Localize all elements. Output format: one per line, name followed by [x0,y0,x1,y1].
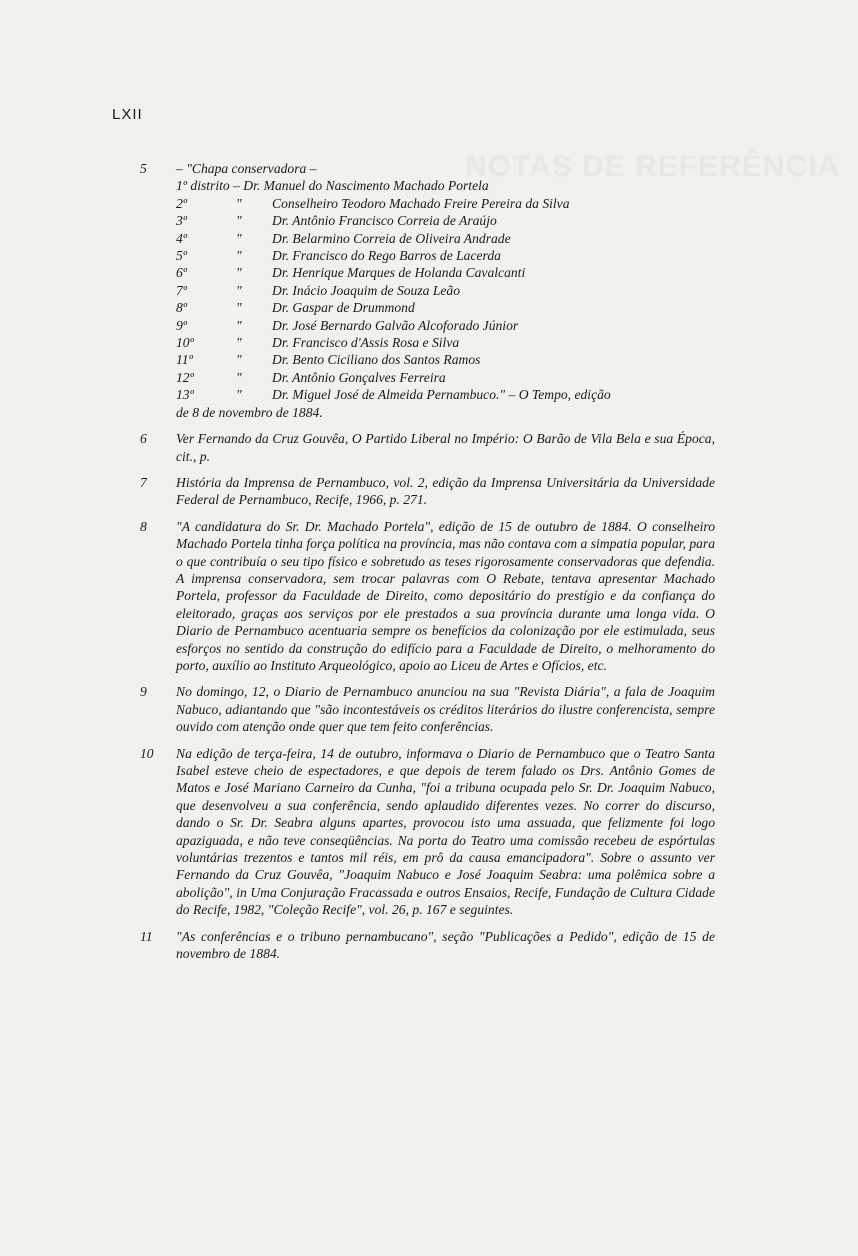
candidate-name: Dr. Antônio Francisco Correia de Araújo [272,213,497,229]
candidate-name: Dr. Bento Ciciliano dos Santos Ramos [272,352,481,368]
candidate-name: Dr. Inácio Joaquim de Souza Leão [272,282,461,298]
note-text: "As conferências e o tribuno pernambucano", seção "Publicações a Pedido", edição de 15 de novembro de 1884. [176,928,715,962]
district-ordinal: 3º [176,213,188,229]
district-row [176,351,715,368]
district-ordinal: 5º [176,248,188,264]
district-ordinal: 10º [176,335,194,351]
candidate-name: Dr. Gaspar de Drummond [272,300,415,316]
note-7 [140,474,715,509]
note-number: 10 [140,745,154,761]
district-row [176,247,715,264]
note-5-tail: de 8 de novembro de 1884. [176,404,323,420]
ditto-mark: " [236,335,242,351]
ditto-mark: " [236,248,242,264]
bleed-through-heading: NOTAS DE REFERÊNCIA [465,150,841,183]
ditto-mark: " [236,195,242,211]
ditto-mark: " [236,300,242,316]
candidate-name: Dr. Belarmino Correia de Oliveira Andrade [272,230,511,246]
note-5-first-district: 1º distrito – Dr. Manuel do Nascimento Machado Portela [176,178,489,194]
district-ordinal: 7º [176,282,188,298]
ditto-mark: " [236,369,242,385]
candidate-name: Dr. Antônio Gonçalves Ferreira [272,369,446,385]
candidate-name: Dr. Francisco do Rego Barros de Lacerda [272,248,501,264]
ditto-mark: " [236,213,242,229]
district-ordinal: 8º [176,300,188,316]
district-ordinal: 9º [176,317,188,333]
note-text: No domingo, 12, o Diario de Pernambuco anunciou na sua "Revista Diária", a fala de Joaquim Nabuco, adiantando que "são incontestáveis os créditos literários do ilustre conferencista, sempre ouvido com atenção onde quer que tem feito conferências. [176,684,715,735]
candidate-name: Dr. Miguel José de Almeida Pernambuco." – O Tempo, edição [272,387,611,403]
note-number: 5 [140,161,147,176]
note-number: 7 [140,474,147,490]
district-ordinal: 12º [176,369,194,385]
district-ordinal: 4º [176,230,188,246]
district-row [176,317,715,334]
note-9 [140,683,715,735]
note-5-heading: – "Chapa conservadora – [176,161,317,176]
district-row [176,282,715,299]
district-row [176,369,715,386]
note-11 [140,928,715,963]
district-row [176,386,715,403]
note-text: "A candidatura do Sr. Dr. Machado Portela", edição de 15 de outubro de 1884. O conselheiro Machado Portela tinha força política na província, mas não contava com a simpatia popular, para o que contribuía o seu tipo físico e sobretudo as teses rigorosamente conservadoras que defendia. A imprensa conservadora, sem trocar palavras com O Rebate, tentava apresentar Machado Portela, professor da Faculdade de Direito, como depositário do prestígio e da confiança do eleitorado, graças aos serviços por ele prestados a sua província durante uma longa vida. O Diario de Pernambuco acentuaria sempre os benefícios da colonização por ele estimulada, seus esforços no sentido da construção do edifício para a Faculdade de Direito, o melhoramento do porto, auxílio ao Instituto Arqueológico, apoio ao Liceu de Artes e Ofícios, etc. [176,518,715,673]
note-8 [140,518,715,675]
district-row [176,212,715,229]
ditto-mark: " [236,282,242,298]
candidate-name: Conselheiro Teodoro Machado Freire Pereira da Silva [272,195,570,211]
note-10 [140,745,715,919]
note-text: Na edição de terça-feira, 14 de outubro, informava o Diario de Pernambuco que o Teatro Santa Isabel esteve cheio de espectadores, e que depois de terem falado os Drs. Antônio Gomes de Matos e José Mariano Carneiro da Cunha, "foi a tribuna ocupada pelo Sr. Dr. Joaquim Nabuco, que desenvolveu a sua conferência, sendo aplaudido diferentes vezes. No correr do discurso, dando o Sr. Dr. Seabra alguns apartes, provocou isto uma assuada, que felizmente foi logo apaziguada, e não teve conseqüências. Na porta do Teatro uma comissão recebeu de espórtulas voluntárias trezentos e tantos mil réis, em prô da causa emancipadora". Sobre o assunto ver Fernando da Cruz Gouvêa, "Joaquim Nabuco e José Joaquim Seabra: uma polêmica sobre a abolição", in Uma Conjuração Fracassada e outros Ensaios, Recife, Fundação de Cultura Cidade do Recife, 1982, "Coleção Recife", vol. 26, p. 167 e seguintes. [176,745,715,918]
ditto-mark: " [236,317,242,333]
ditto-mark: " [236,387,242,403]
district-ordinal: 11º [176,352,193,368]
note-text: Ver Fernando da Cruz Gouvêa, O Partido Liberal no Império: O Barão de Vila Bela e sua Época, cit., p. [176,431,715,464]
ditto-mark: " [236,265,242,281]
ditto-mark: " [236,230,242,246]
district-list [176,195,715,404]
note-number: 9 [140,684,147,700]
district-ordinal: 6º [176,265,188,281]
other-notes [140,430,715,962]
ditto-mark: " [236,352,242,368]
candidate-name: Dr. Henrique Marques de Holanda Cavalcanti [272,265,526,281]
candidate-name: Dr. Francisco d'Assis Rosa e Silva [272,335,460,351]
note-number: 8 [140,518,147,534]
district-row [176,230,715,247]
page-number: LXII [112,106,143,123]
district-row [176,195,715,212]
note-number: 11 [140,928,153,944]
note-number: 6 [140,431,147,447]
candidate-name: Dr. José Bernardo Galvão Alcoforado Júnior [272,317,519,333]
note-5 [140,160,715,421]
district-row [176,334,715,351]
note-text: História da Imprensa de Pernambuco, vol. 2, edição da Imprensa Universitária da Universidade Federal de Pernambuco, Recife, 1966, p. 271. [176,474,715,508]
note-6 [140,430,715,465]
district-row [176,264,715,281]
district-ordinal: 2º [176,195,188,211]
notes-list [140,160,715,971]
district-ordinal: 13º [176,387,194,403]
district-row [176,299,715,316]
